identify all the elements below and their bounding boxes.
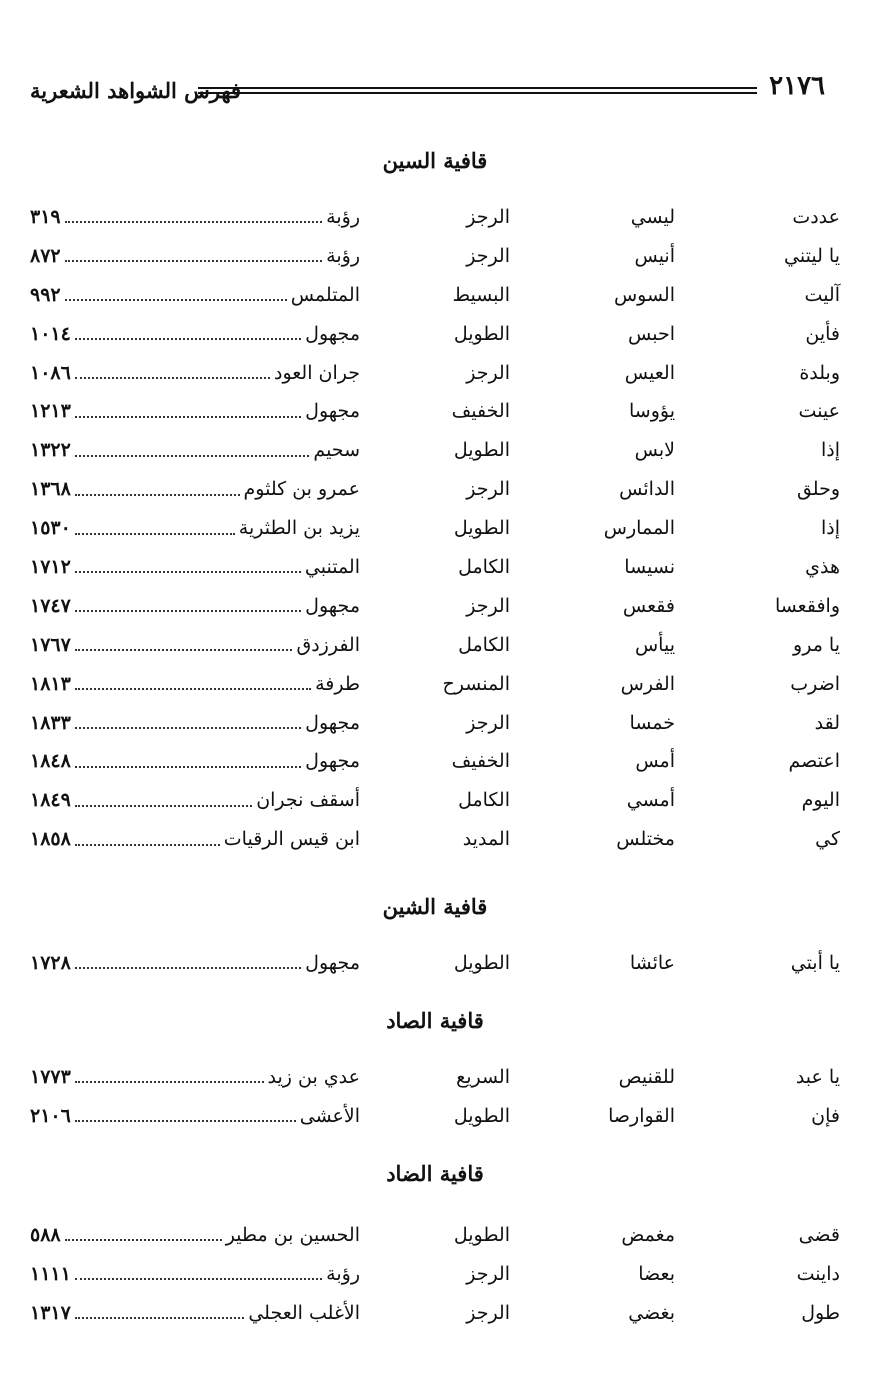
- verse-first-word: إذا: [820, 439, 840, 462]
- section-heading: قافية الشين: [382, 894, 488, 919]
- rhyme-word: بعضا: [638, 1262, 675, 1285]
- poetic-meter: الرجز: [466, 594, 510, 617]
- poet-name: عمرو بن كلثوم: [243, 478, 360, 501]
- verse-first-word: إذا: [820, 517, 840, 540]
- page-reference: ١٨٥٨: [30, 828, 71, 851]
- page-reference: ١٧١٢: [30, 556, 71, 579]
- page-reference: ٨٧٢: [30, 244, 61, 267]
- poetic-meter: الرجز: [466, 478, 510, 501]
- rhyme-word: ييأس: [634, 633, 675, 656]
- poetic-meter: الرجز: [466, 244, 510, 267]
- poetic-meter: الرجز: [466, 1301, 510, 1324]
- poetic-meter: الطويل: [453, 322, 510, 345]
- dot-leader: [65, 289, 287, 301]
- page-reference: ١٨٣٣: [30, 711, 71, 734]
- dot-leader: [75, 639, 293, 651]
- index-entry-row: [30, 392, 840, 431]
- poetic-meter: الكامل: [458, 633, 510, 656]
- verse-first-word: آليت: [804, 283, 840, 306]
- page-reference: ١٣٢٢: [30, 439, 71, 462]
- index-entry-row: [30, 587, 840, 626]
- index-entry-row: [30, 781, 840, 820]
- dot-leader: [65, 1229, 222, 1241]
- poet-name: مجهول: [305, 711, 360, 734]
- verse-first-word: يا ليتني: [784, 244, 840, 267]
- dot-leader: [75, 523, 235, 535]
- poet-and-page: [30, 509, 360, 548]
- dot-leader: [75, 834, 220, 846]
- poetic-meter: الخفيف: [451, 750, 510, 773]
- page-reference: ١٠١٤: [30, 322, 71, 345]
- poetic-meter: الكامل: [458, 789, 510, 812]
- page-reference: ١٢١٣: [30, 400, 71, 423]
- index-rows: [30, 198, 840, 859]
- poetic-meter: المنسرح: [442, 672, 510, 695]
- page-reference: ١٣٦٨: [30, 478, 71, 501]
- poetic-meter: الرجز: [466, 711, 510, 734]
- page-reference: ١٧٤٧: [30, 594, 71, 617]
- index-entry-row: [30, 704, 840, 743]
- index-entry-row: [30, 1097, 840, 1136]
- section-sad: [30, 1004, 840, 1136]
- dot-leader: [75, 1110, 296, 1122]
- poet-and-page: [30, 1216, 360, 1255]
- poetic-meter: الطويل: [453, 439, 510, 462]
- index-entry-row: [30, 315, 840, 354]
- verse-first-word: طول: [801, 1301, 840, 1324]
- verse-first-word: عددت: [792, 206, 840, 228]
- index-entry-row: [30, 276, 840, 315]
- rhyme-word: مغمض: [621, 1224, 675, 1246]
- verse-first-word: هذي: [805, 556, 840, 579]
- dot-leader: [75, 406, 301, 418]
- dot-leader: [75, 1071, 264, 1083]
- running-title: فهرس الشواهد الشعرية: [30, 78, 242, 103]
- poet-name: طرفة: [315, 672, 360, 695]
- poet-and-page: [30, 354, 360, 393]
- rhyme-word: السوس: [613, 283, 675, 306]
- poet-and-page: [30, 1255, 360, 1294]
- index-entry-row: [30, 354, 840, 393]
- poet-and-page: [30, 548, 360, 587]
- dot-leader: [75, 957, 301, 969]
- poet-and-page: [30, 587, 360, 626]
- index-entry-row: [30, 665, 840, 704]
- dot-leader: [75, 1268, 322, 1280]
- dot-leader: [75, 484, 240, 496]
- rhyme-word: مختلس: [616, 828, 675, 851]
- page-reference: ٣١٩: [30, 206, 61, 228]
- section-heading: قافية السين: [382, 148, 488, 173]
- verse-first-word: قضى: [798, 1224, 840, 1246]
- poet-and-page: [30, 742, 360, 781]
- poet-name: رؤبة: [326, 1262, 360, 1285]
- index-entry-row: [30, 548, 840, 587]
- verse-first-word: داينت: [796, 1262, 840, 1285]
- section-heading: قافية الصاد: [386, 1008, 484, 1033]
- section-heading: قافية الضاد: [386, 1161, 484, 1186]
- index-entry-row: [30, 626, 840, 665]
- poet-name: مجهول: [305, 952, 360, 974]
- page-reference: ١٧٦٧: [30, 633, 71, 656]
- page-reference: ٥٨٨: [30, 1224, 61, 1246]
- dot-leader: [75, 445, 310, 457]
- poetic-meter: الطويل: [453, 1104, 510, 1127]
- poetic-meter: الخفيف: [451, 400, 510, 423]
- poet-name: الأغلب العجلي: [248, 1301, 360, 1324]
- dot-leader: [65, 250, 323, 262]
- poet-and-page: [30, 470, 360, 509]
- poet-name: عدي بن زيد: [267, 1066, 360, 1088]
- dot-leader: [75, 678, 311, 690]
- verse-first-word: فأين: [805, 322, 840, 345]
- rhyme-word: يؤوسا: [629, 400, 675, 423]
- poet-and-page: [30, 315, 360, 354]
- dot-leader: [75, 756, 301, 768]
- rhyme-word: أنيس: [634, 244, 675, 267]
- dot-leader: [75, 561, 301, 573]
- poet-and-page: [30, 237, 360, 276]
- poet-name: المتلمس: [290, 283, 360, 306]
- index-entry-row: [30, 431, 840, 470]
- index-entry-row: [30, 509, 840, 548]
- poet-and-page: [30, 626, 360, 665]
- index-entry-row: [30, 1216, 840, 1255]
- index-rows: [30, 944, 840, 983]
- verse-first-word: كي: [815, 828, 840, 851]
- poet-name: جران العود: [273, 361, 360, 384]
- poet-name: أسقف نجران: [256, 789, 360, 812]
- rhyme-word: الفرس: [620, 672, 675, 695]
- rhyme-word: العيس: [624, 361, 675, 384]
- verse-first-word: اضرب: [790, 672, 840, 695]
- index-entry-row: [30, 198, 840, 237]
- poetic-meter: البسيط: [452, 283, 510, 306]
- poetic-meter: المديد: [462, 828, 510, 851]
- poet-name: رؤبة: [326, 206, 360, 228]
- page-reference: ١١١١: [30, 1262, 71, 1285]
- rhyme-word: للقنيص: [618, 1066, 675, 1088]
- section-sin: [30, 144, 840, 859]
- rhyme-word: بغضي: [628, 1301, 675, 1324]
- index-entry-row: [30, 1255, 840, 1294]
- poetic-meter: الرجز: [466, 361, 510, 384]
- section-dad: [30, 1157, 840, 1333]
- section-shin: [30, 890, 840, 983]
- index-entry-row: [30, 820, 840, 859]
- poet-name: المتنبي: [304, 556, 360, 579]
- verse-first-word: عينت: [798, 400, 840, 423]
- index-entry-row: [30, 470, 840, 509]
- poet-name: سحيم: [313, 439, 360, 462]
- poetic-meter: الطويل: [453, 517, 510, 540]
- poet-and-page: [30, 704, 360, 743]
- rhyme-word: القوارصا: [608, 1104, 675, 1127]
- poetic-meter: الرجز: [466, 1262, 510, 1285]
- index-rows: [30, 1058, 840, 1136]
- index-rows: [30, 1216, 840, 1333]
- dot-leader: [75, 367, 270, 379]
- rhyme-word: ليسي: [630, 206, 675, 228]
- poet-name: يزيد بن الطثرية: [238, 517, 360, 540]
- index-entry-row: [30, 237, 840, 276]
- poet-and-page: [30, 198, 360, 237]
- verse-first-word: يا أبتي: [790, 952, 840, 974]
- poet-and-page: [30, 1058, 360, 1097]
- index-entry-row: [30, 944, 840, 983]
- page-reference: ٩٩٢: [30, 283, 61, 306]
- verse-first-word: اعتصم: [788, 750, 840, 773]
- rhyme-word: الدائس: [619, 478, 675, 501]
- poet-name: مجهول: [305, 400, 360, 423]
- poet-and-page: [30, 392, 360, 431]
- rhyme-word: عائشا: [629, 952, 675, 974]
- poet-and-page: [30, 665, 360, 704]
- rhyme-word: الممارس: [603, 517, 675, 540]
- rhyme-word: احبس: [628, 322, 675, 345]
- dot-leader: [75, 328, 301, 340]
- poet-name: الحسين بن مطير: [225, 1224, 360, 1246]
- poet-name: الأعشى: [299, 1104, 360, 1127]
- poet-and-page: [30, 820, 360, 859]
- verse-first-word: لقد: [814, 711, 840, 734]
- poet-name: مجهول: [305, 322, 360, 345]
- rhyme-word: نسيسا: [624, 556, 675, 579]
- poetic-meter: الطويل: [453, 952, 510, 974]
- verse-first-word: فإن: [811, 1104, 840, 1127]
- dot-leader: [75, 1307, 245, 1319]
- page-reference: ١٧٢٨: [30, 952, 71, 974]
- poet-name: ابن قيس الرقيات: [223, 828, 360, 851]
- poet-name: رؤبة: [326, 244, 360, 267]
- page-reference: ١٨٤٩: [30, 789, 71, 812]
- rhyme-word: لابس: [634, 439, 675, 462]
- page-reference: ١٨٤٨: [30, 750, 71, 773]
- verse-first-word: اليوم: [801, 789, 840, 812]
- index-entry-row: [30, 1058, 840, 1097]
- rhyme-word: أمس: [635, 750, 675, 773]
- verse-first-word: وبلدة: [799, 361, 840, 384]
- poet-and-page: [30, 276, 360, 315]
- header-rule: [198, 87, 757, 94]
- page-header: [30, 66, 825, 110]
- dot-leader: [75, 600, 301, 612]
- page-reference: ١٧٧٣: [30, 1066, 71, 1088]
- page-reference: ١٠٨٦: [30, 361, 71, 384]
- page-reference: ١٨١٣: [30, 672, 71, 695]
- page-reference: ١٥٣٠: [30, 517, 71, 540]
- poetic-meter: السريع: [456, 1066, 510, 1088]
- verse-first-word: يا مرو: [793, 633, 840, 656]
- index-entry-row: [30, 742, 840, 781]
- poet-name: الفرزدق: [296, 633, 360, 656]
- poet-and-page: [30, 1097, 360, 1136]
- verse-first-word: وافقعسا: [774, 594, 840, 617]
- dot-leader: [75, 717, 301, 729]
- page-reference: ٢١٠٦: [30, 1104, 71, 1127]
- page-reference: ١٣١٧: [30, 1301, 71, 1324]
- poetic-meter: الرجز: [466, 206, 510, 228]
- poetic-meter: الكامل: [458, 556, 510, 579]
- poet-name: مجهول: [305, 750, 360, 773]
- dot-leader: [75, 795, 252, 807]
- rhyme-word: فقعس: [622, 594, 675, 617]
- verse-first-word: يا عبد: [795, 1066, 840, 1088]
- dot-leader: [65, 211, 323, 223]
- poet-and-page: [30, 1294, 360, 1333]
- index-entry-row: [30, 1294, 840, 1333]
- rhyme-word: أمسي: [626, 789, 675, 812]
- rhyme-word: خمسا: [629, 711, 675, 734]
- poetic-meter: الطويل: [453, 1224, 510, 1246]
- verse-first-word: وحلق: [796, 478, 840, 501]
- page-number: ٢١٧٦: [769, 71, 825, 101]
- poet-name: مجهول: [305, 594, 360, 617]
- poet-and-page: [30, 944, 360, 983]
- poet-and-page: [30, 431, 360, 470]
- poet-and-page: [30, 781, 360, 820]
